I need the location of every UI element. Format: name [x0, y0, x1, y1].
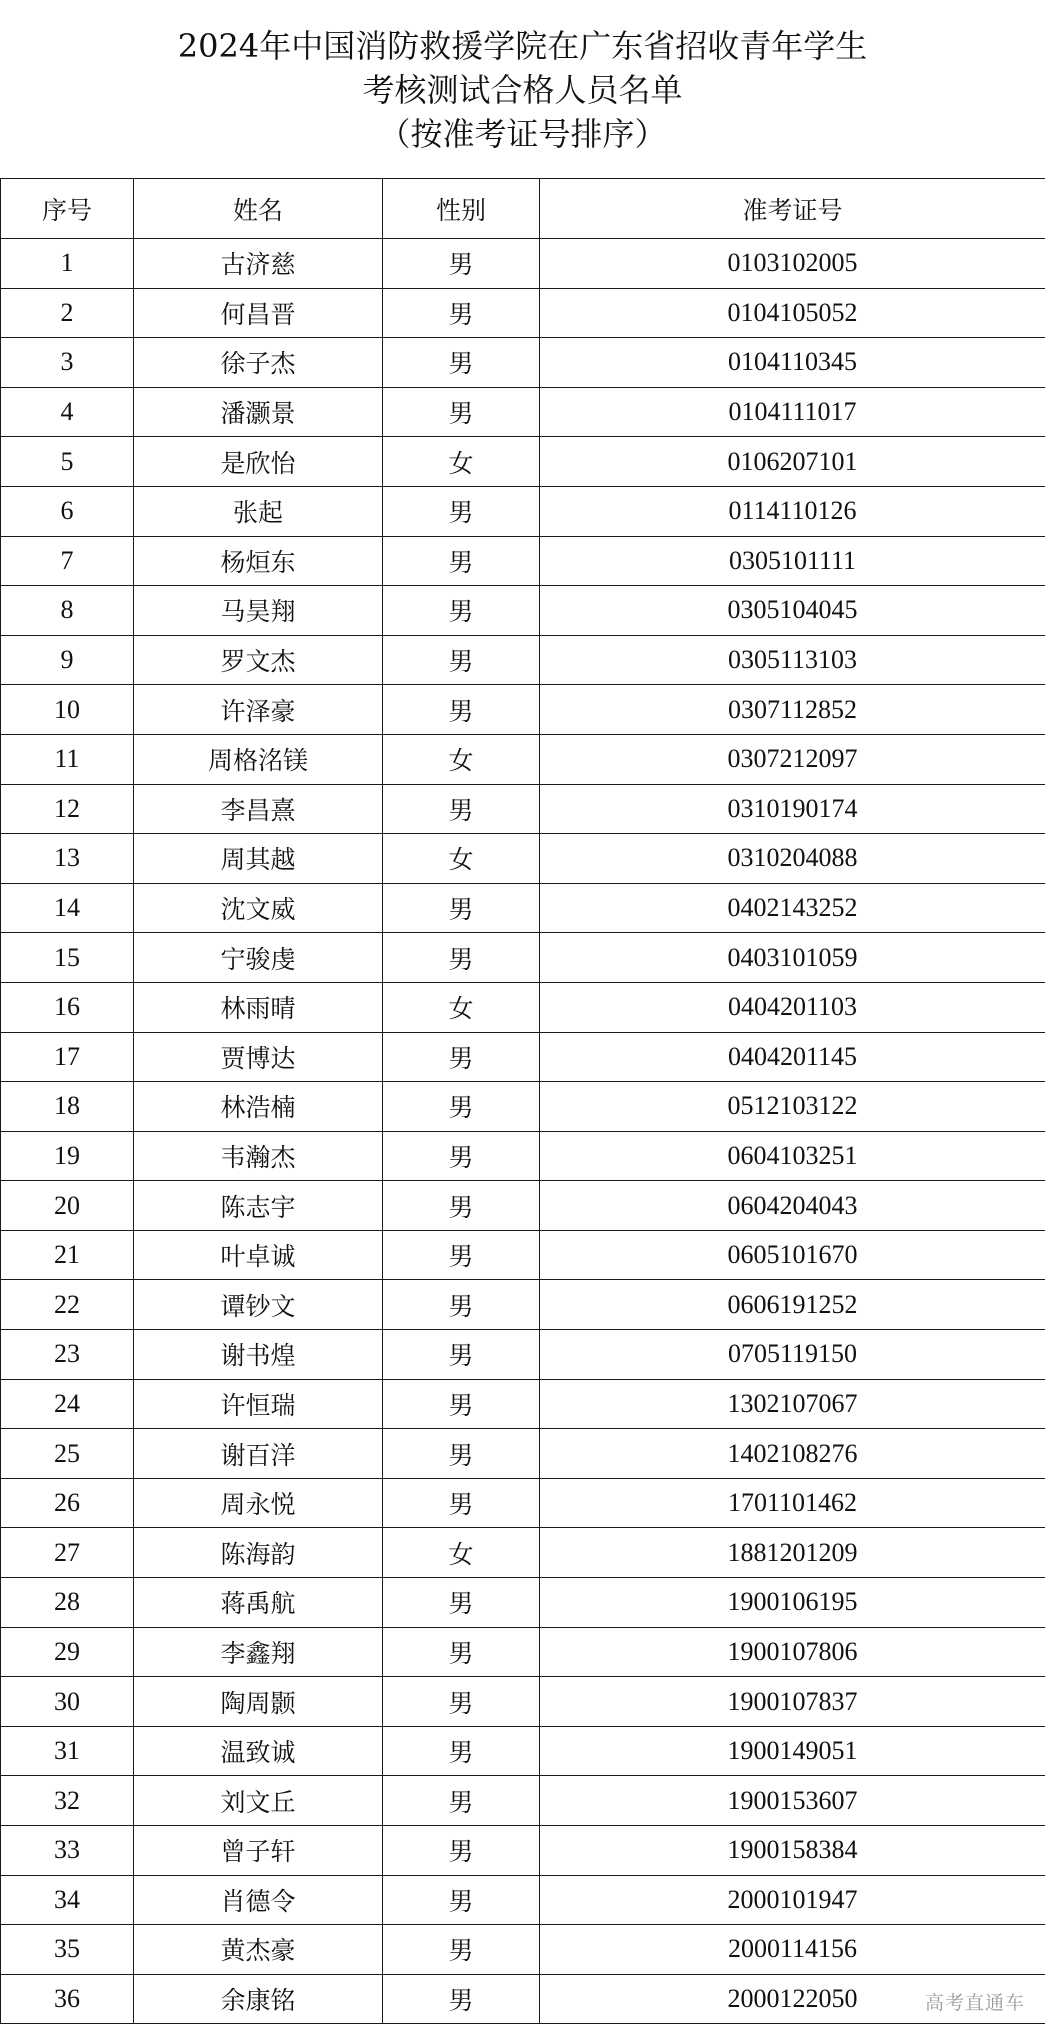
cell-exam-ticket-number: 0104110345	[540, 338, 1045, 388]
table-row	[1, 1826, 1045, 1876]
cell-serial-number: 29	[1, 1627, 134, 1677]
cell-gender: 男	[383, 288, 540, 338]
cell-name: 谢书煌	[134, 1330, 383, 1380]
cell-gender: 男	[383, 685, 540, 735]
cell-gender: 男	[383, 1379, 540, 1429]
cell-name: 叶卓诚	[134, 1230, 383, 1280]
cell-name: 陈志宇	[134, 1181, 383, 1231]
cell-serial-number: 15	[1, 933, 134, 983]
table-row	[1, 1578, 1045, 1628]
cell-gender: 男	[383, 1429, 540, 1479]
cell-name: 杨烜东	[134, 536, 383, 586]
cell-serial-number: 22	[1, 1280, 134, 1330]
cell-exam-ticket-number: 0310190174	[540, 784, 1045, 834]
cell-name: 沈文威	[134, 883, 383, 933]
header-serial-number: 序号	[1, 179, 134, 239]
cell-name: 潘灏景	[134, 387, 383, 437]
table-row	[1, 1032, 1045, 1082]
cell-name: 曾子轩	[134, 1826, 383, 1876]
cell-gender: 男	[383, 387, 540, 437]
cell-name: 罗文杰	[134, 635, 383, 685]
cell-gender: 男	[383, 486, 540, 536]
table-row	[1, 635, 1045, 685]
table-row	[1, 586, 1045, 636]
table-row	[1, 288, 1045, 338]
cell-exam-ticket-number: 1402108276	[540, 1429, 1045, 1479]
cell-exam-ticket-number: 1302107067	[540, 1379, 1045, 1429]
cell-exam-ticket-number: 0604103251	[540, 1131, 1045, 1181]
cell-serial-number: 28	[1, 1578, 134, 1628]
table-row	[1, 1875, 1045, 1925]
cell-gender: 男	[383, 784, 540, 834]
cell-gender: 男	[383, 1578, 540, 1628]
cell-serial-number: 10	[1, 685, 134, 735]
cell-gender: 男	[383, 883, 540, 933]
table-row	[1, 933, 1045, 983]
cell-gender: 女	[383, 834, 540, 884]
cell-gender: 男	[383, 536, 540, 586]
cell-gender: 女	[383, 734, 540, 784]
cell-name: 林雨晴	[134, 982, 383, 1032]
cell-name: 何昌晋	[134, 288, 383, 338]
cell-serial-number: 26	[1, 1478, 134, 1528]
cell-gender: 女	[383, 1528, 540, 1578]
cell-serial-number: 33	[1, 1826, 134, 1876]
cell-serial-number: 34	[1, 1875, 134, 1925]
cell-exam-ticket-number: 2000122050	[540, 1974, 1045, 2024]
cell-exam-ticket-number: 1900149051	[540, 1726, 1045, 1776]
cell-gender: 男	[383, 1230, 540, 1280]
cell-serial-number: 19	[1, 1131, 134, 1181]
cell-exam-ticket-number: 0705119150	[540, 1330, 1045, 1380]
cell-serial-number: 2	[1, 288, 134, 338]
cell-exam-ticket-number: 0106207101	[540, 437, 1045, 487]
cell-name: 古济慈	[134, 239, 383, 289]
table-row	[1, 1429, 1045, 1479]
table-body	[1, 239, 1045, 2024]
cell-gender: 男	[383, 1082, 540, 1132]
cell-exam-ticket-number: 1900158384	[540, 1826, 1045, 1876]
cell-name: 周永悦	[134, 1478, 383, 1528]
cell-serial-number: 25	[1, 1429, 134, 1479]
table-row	[1, 1627, 1045, 1677]
table-header-row	[1, 179, 1045, 239]
cell-gender: 男	[383, 1478, 540, 1528]
header-exam-ticket-number: 准考证号	[540, 179, 1045, 239]
cell-gender: 男	[383, 635, 540, 685]
table-row	[1, 1181, 1045, 1231]
cell-exam-ticket-number: 1900106195	[540, 1578, 1045, 1628]
table-row	[1, 239, 1045, 289]
cell-serial-number: 24	[1, 1379, 134, 1429]
cell-exam-ticket-number: 1900107806	[540, 1627, 1045, 1677]
cell-gender: 男	[383, 1875, 540, 1925]
cell-name: 周其越	[134, 834, 383, 884]
cell-serial-number: 11	[1, 734, 134, 784]
cell-gender: 男	[383, 1330, 540, 1380]
cell-exam-ticket-number: 0103102005	[540, 239, 1045, 289]
qualified-candidates-table	[0, 178, 1045, 2024]
cell-gender: 男	[383, 1925, 540, 1975]
watermark-text: 高考直通车	[924, 1992, 1025, 2014]
title-line-3: （按准考证号排序）	[378, 115, 667, 153]
cell-name: 谢百洋	[134, 1429, 383, 1479]
table-row	[1, 1330, 1045, 1380]
cell-gender: 女	[383, 982, 540, 1032]
cell-gender: 男	[383, 1131, 540, 1181]
cell-serial-number: 9	[1, 635, 134, 685]
header-gender: 性别	[383, 179, 540, 239]
table-row	[1, 1230, 1045, 1280]
cell-exam-ticket-number: 1900107837	[540, 1677, 1045, 1727]
cell-name: 贾博达	[134, 1032, 383, 1082]
cell-gender: 男	[383, 338, 540, 388]
cell-name: 周格洺镁	[134, 734, 383, 784]
cell-gender: 男	[383, 1280, 540, 1330]
table-row	[1, 1677, 1045, 1727]
cell-serial-number: 35	[1, 1925, 134, 1975]
table-row	[1, 1478, 1045, 1528]
table-row	[1, 338, 1045, 388]
cell-gender: 男	[383, 1776, 540, 1826]
cell-serial-number: 16	[1, 982, 134, 1032]
cell-gender: 男	[383, 586, 540, 636]
title-line-1: 2024年中国消防救援学院在广东省招收青年学生	[177, 27, 868, 65]
table-row	[1, 1082, 1045, 1132]
table-row	[1, 883, 1045, 933]
cell-name: 韦瀚杰	[134, 1131, 383, 1181]
cell-serial-number: 36	[1, 1974, 134, 2024]
cell-gender: 男	[383, 1032, 540, 1082]
cell-exam-ticket-number: 0307112852	[540, 685, 1045, 735]
cell-name: 张起	[134, 486, 383, 536]
cell-exam-ticket-number: 0104105052	[540, 288, 1045, 338]
cell-serial-number: 4	[1, 387, 134, 437]
cell-gender: 男	[383, 1826, 540, 1876]
cell-exam-ticket-number: 0307212097	[540, 734, 1045, 784]
cell-gender: 男	[383, 933, 540, 983]
cell-exam-ticket-number: 2000114156	[540, 1925, 1045, 1975]
cell-gender: 男	[383, 239, 540, 289]
cell-serial-number: 17	[1, 1032, 134, 1082]
cell-exam-ticket-number: 0404201145	[540, 1032, 1045, 1082]
cell-serial-number: 31	[1, 1726, 134, 1776]
cell-name: 宁骏虔	[134, 933, 383, 983]
table-row	[1, 387, 1045, 437]
cell-exam-ticket-number: 0305101111	[540, 536, 1045, 586]
cell-serial-number: 20	[1, 1181, 134, 1231]
table-row	[1, 1974, 1045, 2024]
table-row	[1, 685, 1045, 735]
cell-name: 李昌熹	[134, 784, 383, 834]
cell-serial-number: 13	[1, 834, 134, 884]
cell-exam-ticket-number: 0512103122	[540, 1082, 1045, 1132]
cell-exam-ticket-number: 0305104045	[540, 586, 1045, 636]
table-row	[1, 1379, 1045, 1429]
cell-name: 许泽豪	[134, 685, 383, 735]
cell-exam-ticket-number: 0604204043	[540, 1181, 1045, 1231]
cell-exam-ticket-number: 0402143252	[540, 883, 1045, 933]
cell-name: 马昊翔	[134, 586, 383, 636]
table-row	[1, 437, 1045, 487]
cell-gender: 男	[383, 1974, 540, 2024]
title-line-2: 考核测试合格人员名单	[362, 71, 683, 109]
cell-name: 余康铭	[134, 1974, 383, 2024]
table-row	[1, 784, 1045, 834]
table-row	[1, 1131, 1045, 1181]
cell-exam-ticket-number: 1881201209	[540, 1528, 1045, 1578]
cell-name: 林浩楠	[134, 1082, 383, 1132]
table-row	[1, 486, 1045, 536]
table-row	[1, 834, 1045, 884]
cell-serial-number: 8	[1, 586, 134, 636]
cell-gender: 男	[383, 1677, 540, 1727]
table-row	[1, 1726, 1045, 1776]
cell-serial-number: 21	[1, 1230, 134, 1280]
cell-exam-ticket-number: 0114110126	[540, 486, 1045, 536]
cell-serial-number: 32	[1, 1776, 134, 1826]
cell-name: 陶周颢	[134, 1677, 383, 1727]
cell-serial-number: 6	[1, 486, 134, 536]
cell-gender: 女	[383, 437, 540, 487]
cell-name: 谭钞文	[134, 1280, 383, 1330]
cell-name: 陈海韵	[134, 1528, 383, 1578]
cell-name: 许恒瑞	[134, 1379, 383, 1429]
cell-exam-ticket-number: 0605101670	[540, 1230, 1045, 1280]
cell-gender: 男	[383, 1726, 540, 1776]
cell-name: 蒋禹航	[134, 1578, 383, 1628]
table-row	[1, 1528, 1045, 1578]
cell-serial-number: 3	[1, 338, 134, 388]
table-row	[1, 1280, 1045, 1330]
table-row	[1, 982, 1045, 1032]
cell-serial-number: 27	[1, 1528, 134, 1578]
cell-serial-number: 30	[1, 1677, 134, 1727]
cell-exam-ticket-number: 1900153607	[540, 1776, 1045, 1826]
cell-exam-ticket-number: 0403101059	[540, 933, 1045, 983]
cell-name: 李鑫翔	[134, 1627, 383, 1677]
cell-name: 肖德令	[134, 1875, 383, 1925]
cell-serial-number: 5	[1, 437, 134, 487]
table-row	[1, 1925, 1045, 1975]
cell-name: 黄杰豪	[134, 1925, 383, 1975]
cell-serial-number: 18	[1, 1082, 134, 1132]
cell-name: 徐子杰	[134, 338, 383, 388]
cell-exam-ticket-number: 2000101947	[540, 1875, 1045, 1925]
cell-exam-ticket-number: 0404201103	[540, 982, 1045, 1032]
document-title	[0, 0, 1045, 178]
cell-name: 温致诚	[134, 1726, 383, 1776]
cell-serial-number: 23	[1, 1330, 134, 1380]
table-row	[1, 536, 1045, 586]
table-row	[1, 1776, 1045, 1826]
cell-exam-ticket-number: 0305113103	[540, 635, 1045, 685]
cell-name: 刘文丘	[134, 1776, 383, 1826]
cell-exam-ticket-number: 0310204088	[540, 834, 1045, 884]
cell-exam-ticket-number: 0606191252	[540, 1280, 1045, 1330]
cell-name: 是欣怡	[134, 437, 383, 487]
cell-gender: 男	[383, 1627, 540, 1677]
cell-exam-ticket-number: 0104111017	[540, 387, 1045, 437]
cell-serial-number: 1	[1, 239, 134, 289]
cell-serial-number: 14	[1, 883, 134, 933]
cell-serial-number: 12	[1, 784, 134, 834]
cell-exam-ticket-number: 1701101462	[540, 1478, 1045, 1528]
cell-gender: 男	[383, 1181, 540, 1231]
table-row	[1, 734, 1045, 784]
header-name: 姓名	[134, 179, 383, 239]
cell-serial-number: 7	[1, 536, 134, 586]
